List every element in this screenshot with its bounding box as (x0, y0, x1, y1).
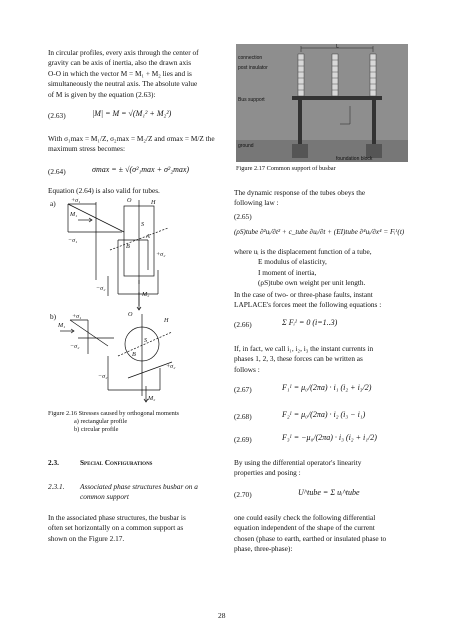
label-dimension-L: L (336, 44, 339, 50)
label-O: O (127, 197, 132, 204)
text-line: equation independent of the shape of the current (234, 523, 375, 533)
text-line: Associated phase structures busbar on a (80, 482, 198, 491)
text-line: chosen (phase to earth, earthed or insulated phase to (234, 533, 387, 543)
label-plus-sigma2-b: +σ₂ (166, 363, 176, 370)
equation-number: (2.65) (234, 212, 252, 221)
text-line: maximum stress becomes: (48, 144, 126, 154)
intro-paragraph (48, 48, 224, 100)
text-line: one could easily check the following differential (234, 513, 376, 522)
text-line: often set horizontally on a common support as (48, 523, 184, 533)
text-line: common support (80, 492, 129, 502)
text-line: In the associated phase structures, the busbar is (48, 513, 186, 522)
associated-paragraph (48, 513, 224, 544)
equation-number: (2.69) (234, 435, 252, 444)
where-paragraph (234, 247, 410, 289)
text-line: With σ₁max = M₁/Z, σ₂max = M₂/Z and σmax = M/Z the (48, 134, 215, 143)
text-line: LAPLACE's forces meet the following equations : (234, 300, 382, 310)
text-line: gravity can be axis of inertia, also the drawn axis (48, 58, 192, 68)
figure-2-16-caption (48, 410, 179, 434)
equation-2-67: F₁ᴵ = μ₀/(2πa) · i₁ (i₂ + i₃/2) (282, 383, 372, 392)
busbar-support-drawing (236, 44, 408, 162)
text-line: If, in fact, we call i₁, i₂, i₃ the instant currents in (234, 344, 374, 353)
label-minus-sigma1: −σ₁ (68, 237, 78, 244)
label-H: H (151, 199, 156, 206)
equation-2-64: σmax = ± √(σ²₁max + σ²₂max) (92, 165, 190, 174)
text-line: O-O in which the vector M = M₁ + M₂ lies and is (48, 68, 192, 78)
subsection-num-text: 2.3.1. (48, 482, 65, 491)
equation-number: (2.63) (48, 111, 66, 120)
text-line: In circular profiles, every axis through the center of (48, 48, 199, 57)
text-line: of M is given by the equation (2.63): (48, 89, 156, 99)
label-S: S (141, 221, 145, 228)
text-line: phase, three-phase): (234, 544, 293, 554)
part-a-label: a) (50, 199, 56, 208)
text-line: shown on the Figure 2.17. (48, 533, 125, 543)
part-b-label: b) (50, 312, 57, 321)
label-minus-sigma2-b2: −σ₂ (98, 373, 108, 380)
valid-note: Equation (2.64) is also valid for tubes. (48, 186, 160, 195)
equation-2-66: Σ Fᵢᴵ = 0 (i=1..3) (282, 318, 338, 327)
equation-2-70: U^tube = Σ uᵢ^tube (298, 488, 360, 497)
label-foundation-block: foundation block (336, 156, 373, 162)
equation-number: (2.67) (234, 385, 252, 394)
label-A: A (146, 233, 150, 240)
equation-number: (2.70) (234, 490, 252, 499)
label-minus-sigma2-b: −σ₂ (70, 343, 80, 350)
text-line: where uᵢ is the displacement function of a tube, (234, 247, 372, 256)
equation-2-69: F₃ᴵ = −μ₀/(2πa) · i₃ (i₂ + i₁/2) (282, 433, 377, 442)
label-post-insulator: post insulator (238, 65, 268, 71)
equation-2-65: (ρS)tube ∂²uᵢ/∂t² + c_tube ∂uᵢ/∂t + (EI)tube ∂⁴uᵢ/∂x⁴ = Fᵢᴵ(t) (234, 228, 405, 236)
subsection-title (80, 482, 224, 503)
check-paragraph (234, 513, 410, 555)
figure-2-17 (236, 44, 408, 162)
equation-2-68: F₂ᴵ = μ₀/(2πa) · i₂ (i₃ − i₁) (282, 410, 366, 419)
text-line: By using the differential operator's linearity (234, 458, 362, 467)
label-B: B (126, 243, 130, 250)
equation-2-63: |M| = M = √(M₁² + M₂²) (92, 109, 172, 118)
text-line: In the case of two- or three-phase faults, instant (234, 290, 373, 299)
text-line: simultaneously the neutral axis. The absolute value (48, 79, 198, 89)
text-line: I moment of inertia, (258, 267, 317, 277)
text-line: properties and posing : (234, 468, 301, 478)
label-O-b: O (128, 311, 133, 318)
caption-line: b) circular profile (74, 426, 119, 433)
figure-2-17-caption: Figure 2.17 Common support of busbar (236, 165, 336, 172)
text-line: following law : (234, 198, 279, 208)
caption-line: a) rectangular profile (74, 418, 128, 425)
equation-number: (2.66) (234, 320, 252, 329)
label-M1: M₁ (70, 211, 78, 218)
label-S-b: S (144, 337, 148, 344)
section-number: 2.3. (48, 458, 59, 467)
label-B-b: B (132, 351, 136, 358)
label-M2-b: M₂ (148, 395, 156, 402)
forces-paragraph (234, 290, 410, 311)
using-paragraph (234, 458, 410, 479)
if-paragraph (234, 344, 410, 375)
stress-diagram (48, 196, 224, 406)
dynamic-paragraph (234, 188, 410, 209)
stress-paragraph (48, 134, 224, 155)
text-line: follows : (234, 364, 260, 374)
label-minus-sigma2: −σ₂ (96, 285, 106, 292)
text-line: (ρS)tube own weight per unit length. (258, 278, 366, 288)
label-plus-sigma2: +σ₂ (156, 251, 166, 258)
page-number: 28 (218, 611, 226, 620)
label-connection: connection (238, 55, 263, 61)
text-line: phases 1, 2, 3, these forces can be written as (234, 354, 363, 364)
text-line: The dynamic response of the tubes obeys the (234, 188, 366, 197)
label-plus-sigma1: +σ₁ (71, 197, 81, 204)
label-bus-support: Bus support (238, 97, 265, 103)
equation-number: (2.64) (48, 167, 66, 176)
label-ground: ground (238, 143, 254, 149)
caption-line: Figure 2.16 Stresses caused by orthogonal moments (48, 410, 179, 417)
section-title: Special Configurations (80, 458, 153, 467)
figure-2-16 (48, 196, 224, 406)
label-M2: M₂ (142, 291, 150, 298)
text-line: E modulus of elasticity, (258, 257, 327, 267)
label-H-b: H (164, 317, 169, 324)
label-plus-sigma1-b: +σ₁ (72, 313, 82, 320)
label-M1-b: M₁ (58, 322, 66, 329)
equation-number: (2.68) (234, 412, 252, 421)
